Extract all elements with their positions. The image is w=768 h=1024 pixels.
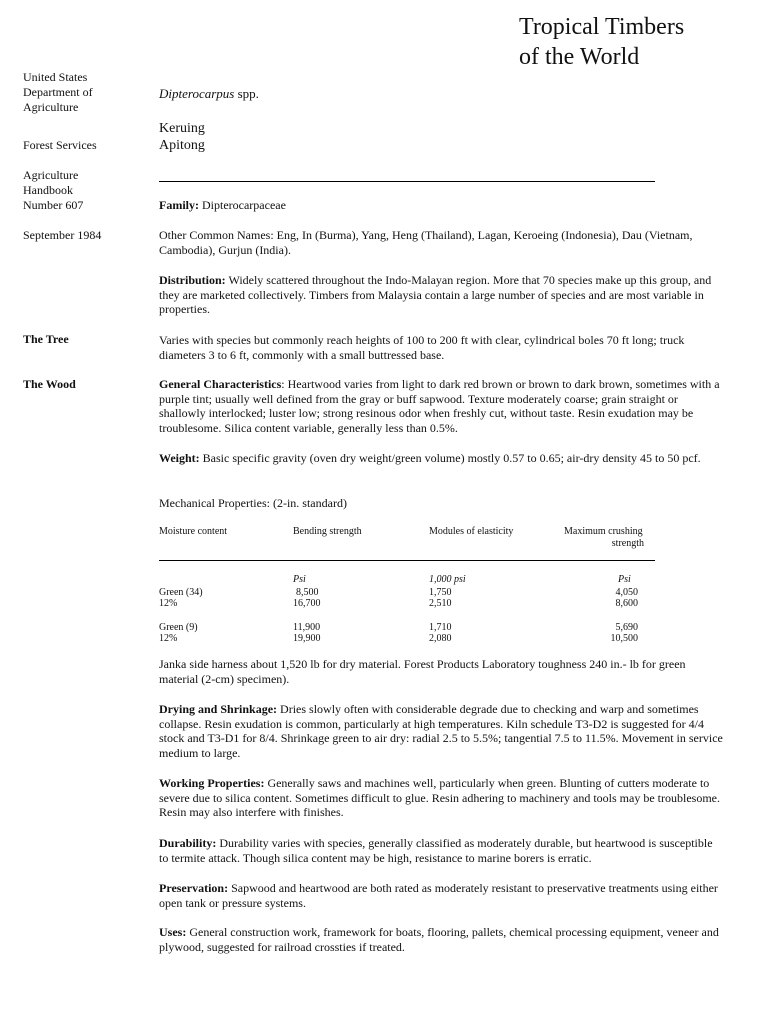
mechanical-properties-title: Mechanical Properties: (2-in. standard) <box>159 496 347 510</box>
crushing-header-line: Maximum crushing <box>564 526 643 537</box>
trade-name: Keruing <box>159 121 205 136</box>
handbook-block <box>23 168 143 213</box>
document-title <box>519 12 684 72</box>
durability-paragraph <box>159 836 724 865</box>
table-cell-mc <box>159 622 198 644</box>
section-heading-wood: The Wood <box>23 377 76 391</box>
family-value: Dipterocarpaceae <box>199 198 286 212</box>
table-cell: 19,900 <box>293 633 321 644</box>
table-cell-moe <box>429 622 452 644</box>
table-cell-crush <box>596 622 638 644</box>
table-cell: Green (9) <box>159 622 198 633</box>
table-cell-crush <box>596 587 638 609</box>
table-cell: 2,510 <box>429 598 452 609</box>
preservation-text: Sapwood and heartwood are both rated as moderately resistant to preservative treatments using either open tank or pressure systems. <box>159 881 718 910</box>
drying-paragraph <box>159 702 724 760</box>
table-header-elasticity: Modules of elasticity <box>429 526 514 537</box>
crushing-header-line: strength <box>611 538 644 549</box>
table-cell: 12% <box>159 633 178 644</box>
other-names-paragraph: Other Common Names: Eng, In (Burma), Yang, Heng (Thailand), Lagan, Keroeing (Indonesia), Dau (Vietnam, Cambodia), Gurjun (India). <box>159 228 693 257</box>
table-divider <box>159 560 655 561</box>
table-cell: 8,500 <box>296 587 319 598</box>
distribution-label: Distribution: <box>159 273 226 287</box>
table-cell: 8,600 <box>615 598 638 609</box>
unit-psi: Psi <box>618 574 631 585</box>
handbook-line: Agriculture <box>23 168 79 182</box>
service-label: Forest Services <box>23 138 97 152</box>
header-divider <box>159 181 655 182</box>
preservation-label: Preservation: <box>159 881 229 895</box>
publication-date: September 1984 <box>23 228 102 242</box>
agency-block <box>23 70 143 115</box>
agency-line: Department of <box>23 85 93 99</box>
handbook-line: Handbook <box>23 183 73 197</box>
preservation-paragraph <box>159 881 724 910</box>
general-label: General Characteristics <box>159 377 282 391</box>
durability-text: Durability varies with species, generally classified as moderately durable, but heartwood is susceptible to termite attack. Though silica content may be high, resistance to marine borers is erratic. <box>159 836 713 865</box>
working-text: Generally saws and machines well, particularly when green. Blunting of cutters moderate to severe due to silica content. Sometimes difficult to glue. Resin adhering to machinery and tools may be troublesome. Resin may also interfere with finishes. <box>159 776 720 819</box>
unit-1000-psi: 1,000 psi <box>429 574 466 585</box>
table-cell: 11,900 <box>293 622 321 633</box>
title-line-2: of the World <box>519 44 640 70</box>
trade-name: Apitong <box>159 138 205 153</box>
table-header-moisture: Moisture content <box>159 526 228 537</box>
section-heading-tree: The Tree <box>23 332 69 346</box>
janka-paragraph: Janka side harness about 1,520 lb for dry material. Forest Products Laboratory toughness 240 in.- lb for green material (2-cm) specimen). <box>159 657 686 686</box>
durability-label: Durability: <box>159 836 217 850</box>
weight-paragraph <box>159 451 724 466</box>
table-cell: 4,050 <box>615 587 638 598</box>
drying-text: Dries slowly often with considerable degrade due to checking and warp and sometimes collapse. Resin exudation is common, particularly at high temperatures. Kiln schedule T3-D2 is suggested for 4/4 stock and T3-D1 for 8/4. Shrinkage green to air dry: radial 2.5 to 5.5%; tangential 7.5 to 11.5%. Movement in service medium to large. <box>159 702 723 760</box>
unit-psi: Psi <box>293 574 306 585</box>
working-label: Working Properties: <box>159 776 265 790</box>
table-cell: 16,700 <box>293 598 321 609</box>
tree-paragraph: Varies with species but commonly reach heights of 100 to 200 ft with clear, cylindrical boles 70 ft long; truck diameters 3 to 6 ft, commonly with a small buttressed base. <box>159 333 685 362</box>
table-cell: 1,750 <box>429 587 452 598</box>
uses-text: General construction work, framework for boats, flooring, pallets, chemical processing equipment, veneer and plywood, suggested for railroad crossties if treated. <box>159 925 719 954</box>
weight-text: Basic specific gravity (oven dry weight/green volume) mostly 0.57 to 0.65; air-dry density 45 to 50 pcf. <box>199 451 701 465</box>
table-cell-bend <box>293 622 321 644</box>
genus-name <box>159 86 259 102</box>
table-cell: Green (34) <box>159 587 203 598</box>
title-line-1: Tropical Timbers <box>519 14 685 40</box>
working-paragraph <box>159 776 724 820</box>
table-header-crushing <box>564 526 644 550</box>
trade-names <box>159 120 205 154</box>
agency-line: United States <box>23 70 88 84</box>
genus-suffix: spp. <box>234 86 259 101</box>
table-cell: 2,080 <box>429 633 452 644</box>
uses-label: Uses: <box>159 925 187 939</box>
table-cell-mc <box>159 587 203 609</box>
table-cell-bend <box>293 587 321 609</box>
drying-label: Drying and Shrinkage: <box>159 702 278 716</box>
table-cell: 1,710 <box>429 622 452 633</box>
genus-italic: Dipterocarpus <box>159 86 235 101</box>
weight-label: Weight: <box>159 451 200 465</box>
family-label: Family: <box>159 198 199 212</box>
general-characteristics-paragraph <box>159 377 724 435</box>
table-cell: 5,690 <box>615 622 638 633</box>
family-paragraph <box>159 198 724 213</box>
table-cell-moe <box>429 587 452 609</box>
table-cell: 12% <box>159 598 178 609</box>
distribution-text: Widely scattered throughout the Indo-Malayan region. More that 70 species make up this group, and they are marketed collectively. Timbers from Malaysia contain a large number of species and are most variable in properties. <box>159 273 712 316</box>
table-cell: 10,500 <box>610 633 638 644</box>
general-text: : Heartwood varies from light to dark red brown or brown to dark brown, sometimes with a purple tint; usually well defined from the gray or buff sapwood. Texture moderately coarse; grain straight or shallowly interlocked; luster low; strong resinous odor when freshly cut, without taste. Resin exudation may be troublesome. Silica content variable, generally less than 0.5%. <box>159 377 720 435</box>
agency-line: Agriculture <box>23 100 79 114</box>
table-header-bending: Bending strength <box>293 526 362 537</box>
uses-paragraph <box>159 925 724 954</box>
handbook-line: Number 607 <box>23 198 84 212</box>
distribution-paragraph <box>159 273 724 317</box>
